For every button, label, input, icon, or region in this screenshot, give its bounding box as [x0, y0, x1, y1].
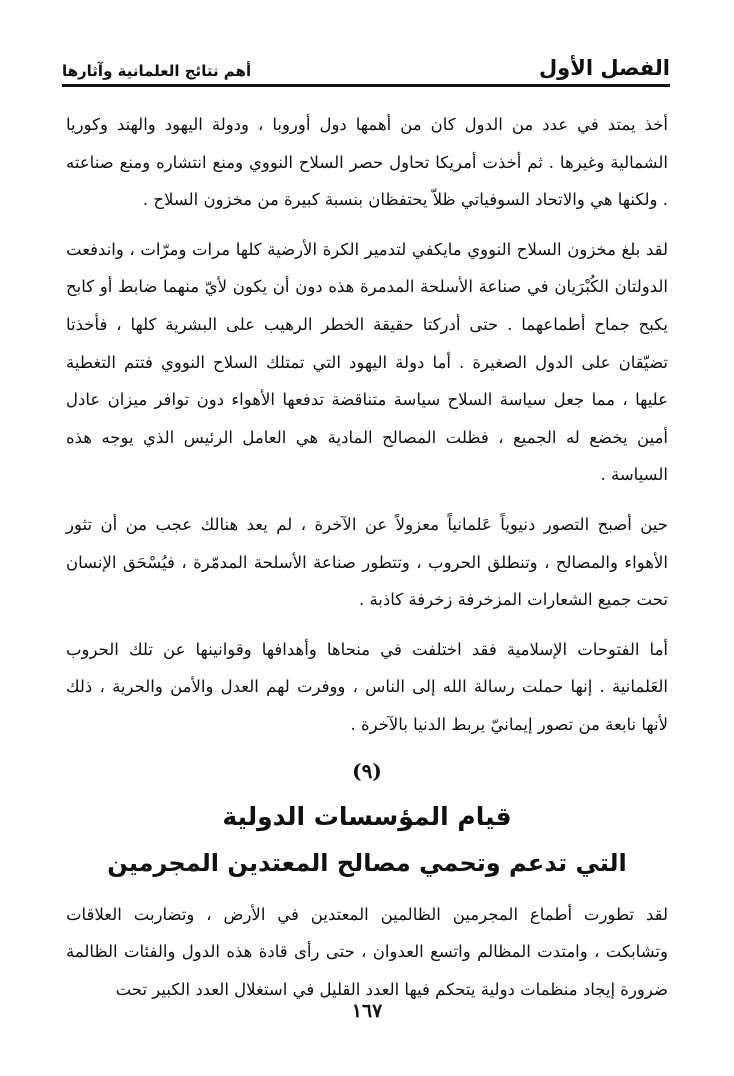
page-number: ١٦٧	[351, 1000, 383, 1022]
header-divider	[62, 86, 670, 87]
paragraph-3: حين أصبح التصور دنيوياً عَلمانياً معزولاً عن الآخرة ، لم يعد هنالك عجب من أن تثور الأهواء والمصالح ، وتنطلق الحروب ، وتتطور صناعة الأسلحة المدمّرة ، فيُسْحَق الإنسان تحت جميع الشعارات المزخرفة زخرفة كاذبة .	[66, 514, 668, 610]
chapter-title: الفصل الأول	[538, 56, 670, 80]
paragraph-1: أخذ يمتد في عدد من الدول كان من أهمها دول أوروبا ، ودولة اليهود والهند وكوريا الشمالية وغيرها . ثم أخذت أمريكا تحاول حصر السلاح النووي ومنع انتشاره ومنع صناعته . ولكنها هي والاتحاد السوفياتي ظلاّ يحتفظان بنسبة كبيرة من مخزون السلاح .	[66, 115, 668, 210]
body-text	[66, 106, 668, 1020]
running-header	[62, 44, 670, 86]
book-title: أهم نتائج العلمانية وآثارها	[62, 62, 252, 80]
paragraph-2: لقد بلغ مخزون السلاح النووي مايكفي لتدمير الكرة الأرضية كلها مرات ومرّات ، واندفعت الدولتان الكُبْرَيان في صناعة الأسلحة المدمرة هذه دون أن يكون لأيّ منهما ضابط أو كابح يكبح جماح أطماعهما . حتى أدركتا حقيقة الخطر الرهيب على البشرية كلها ، فأخذتا تضيّقان على الدول الصغيرة . أما دولة اليهود التي تمتلك السلاح النووي فتتم التغطية عليها ، مما جعل سياسة السلاح سياسة متناقضة تدفعها الأهواء دون توافر ميزان عادل أمين يخضع له الجميع ، فظلت المصالح المادية هي العامل الرئيس الذي يوجه هذه السياسة .	[66, 239, 668, 485]
section-number: (٩)	[352, 758, 382, 783]
paragraph-5: لقد تطورت أطماع المجرمين الظالمين المعتدين في الأرض ، وتضاربت العلاقات وتشابكت ، وامتدت المظالم واتسع العدوان ، حتى رأى قادة هذه الدول والفئات الظالمة ضرورة إيجاد منظمات دولية يتحكم فيها العدد القليل في استغلال العدد الكبير تحت	[66, 904, 668, 999]
section-subtitle: التي تدعم وتحمي مصالح المعتدين المجرمين	[107, 848, 627, 877]
paragraph-4: أما الفتوحات الإسلامية فقد اختلفت في منحاها وأهدافها وقوانينها عن تلك الحروب العَلمانية . إنها حملت رسالة الله إلى الناس ، ووفرت لهم العدل والأمن والحرية ، ذلك لأنها نابعة من تصور إيمانيّ يربط الدنيا بالآخرة .	[66, 639, 668, 734]
section-title: قيام المؤسسات الدولية	[222, 801, 512, 831]
